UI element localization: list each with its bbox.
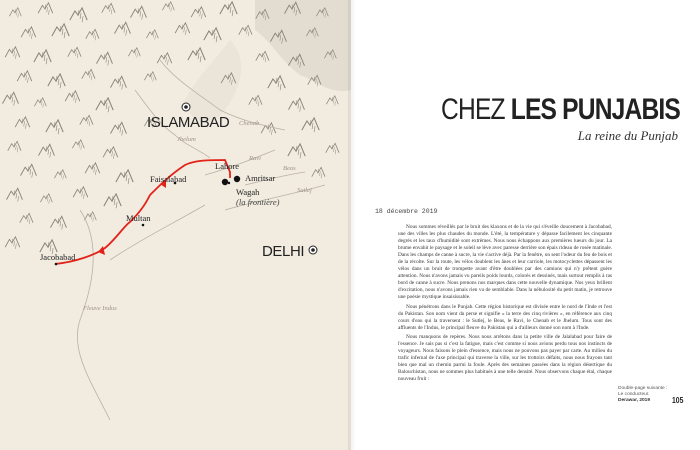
mountain-hatch xyxy=(171,7,172,11)
mountain-hatch xyxy=(58,79,59,85)
mountain-hatch xyxy=(120,81,121,87)
mountain-symbol xyxy=(68,47,81,58)
lahore-label: Lahore xyxy=(215,161,240,171)
mountain-hatch xyxy=(126,30,127,36)
mountain-hatch xyxy=(62,224,63,230)
mountain-hatch xyxy=(108,106,109,112)
mountain-hatch xyxy=(114,199,115,205)
mountain-hatch xyxy=(126,175,127,181)
mountain-hatch xyxy=(15,244,16,249)
mountain-hatch xyxy=(271,130,272,135)
mountain-hatch xyxy=(201,14,202,19)
article-title xyxy=(434,95,680,125)
mountain-hatch xyxy=(47,197,48,201)
mountain-symbol xyxy=(20,213,33,224)
mountain-hatch xyxy=(60,221,61,227)
mountain-hatch xyxy=(88,119,89,124)
mountain-hatch xyxy=(214,33,215,39)
mountain-hatch xyxy=(50,245,51,251)
mountain-symbol xyxy=(2,92,18,105)
mountain-hatch xyxy=(298,149,299,155)
amritsar-label: Amritsar xyxy=(245,173,276,183)
river-confluence xyxy=(110,205,205,260)
jhelum-label: Jhelum xyxy=(177,136,196,143)
mountain-hatch xyxy=(335,101,336,105)
mountain-hatch xyxy=(320,171,321,176)
mountain-hatch xyxy=(64,32,65,38)
mountain-hatch xyxy=(61,173,62,177)
mountain-hatch xyxy=(200,56,201,62)
mountain-hatch xyxy=(167,60,168,65)
mountain-hatch xyxy=(230,7,231,13)
mountain-symbol xyxy=(80,115,93,126)
article-body xyxy=(398,224,612,383)
mountain-hatch xyxy=(48,10,49,15)
mountain-hatch xyxy=(47,7,48,12)
article-title-block xyxy=(380,95,680,144)
mountain-hatch xyxy=(46,58,47,64)
mountain-hatch xyxy=(94,33,95,38)
mountain-hatch xyxy=(264,55,265,60)
mountain-symbol xyxy=(84,212,96,222)
mountain-hatch xyxy=(91,215,92,219)
mountain-hatch xyxy=(321,174,322,179)
mountain-symbol xyxy=(85,163,100,175)
mountain-hatch xyxy=(91,76,92,81)
mountain-symbol xyxy=(157,53,172,65)
mountain-symbol xyxy=(288,144,305,158)
mountain-symbol xyxy=(52,24,69,38)
mountain-symbol xyxy=(72,140,84,150)
wagah-label: Wagah xyxy=(236,187,260,197)
mountain-hatch xyxy=(83,194,84,199)
mountain-symbol xyxy=(261,123,276,135)
mountain-symbol xyxy=(96,98,113,112)
mountain-hatch xyxy=(93,217,94,221)
mountain-hatch xyxy=(27,78,28,83)
jacobabad-marker xyxy=(55,263,58,266)
mountain-hatch xyxy=(137,53,138,57)
mountain-hatch xyxy=(16,193,17,199)
mountain-hatch xyxy=(30,31,31,36)
mountain-hatch xyxy=(48,149,49,155)
mountain-symbol xyxy=(17,71,32,83)
mountain-hatch xyxy=(248,32,249,37)
mountain-hatch xyxy=(14,241,15,246)
title-light: CHEZ xyxy=(441,93,505,126)
mountain-symbol xyxy=(256,51,269,62)
indus-label: Fleuve Indus xyxy=(83,305,117,312)
mountain-hatch xyxy=(334,147,335,152)
mountain-symbol xyxy=(249,95,262,106)
mountain-hatch xyxy=(110,7,111,12)
mountain-hatch xyxy=(82,16,83,22)
mountain-hatch xyxy=(153,33,154,37)
mountain-hatch xyxy=(12,97,13,103)
mountain-symbol xyxy=(48,74,65,88)
mountain-hatch xyxy=(95,170,96,175)
mountain-hatch xyxy=(108,60,109,66)
mountain-hatch xyxy=(278,81,279,87)
mountain-hatch xyxy=(257,99,258,104)
mountain-symbol xyxy=(268,76,285,90)
mountain-hatch xyxy=(60,82,61,88)
mountain-symbol xyxy=(8,141,21,152)
mountain-hatch xyxy=(258,102,259,107)
mountain-hatch xyxy=(198,53,199,59)
caption-credit: Derawar, 2019 xyxy=(618,398,651,404)
islamabad-capital-dot xyxy=(184,105,188,109)
mountain-symbol xyxy=(6,188,22,201)
mountain-symbol xyxy=(110,122,126,135)
mountain-symbol xyxy=(82,69,95,80)
mountain-symbol xyxy=(220,2,237,16)
mountain-hatch xyxy=(122,130,123,136)
multan-label: Multan xyxy=(126,213,151,223)
mountain-hatch xyxy=(312,123,313,129)
mountain-hatch xyxy=(185,30,186,35)
mountain-hatch xyxy=(298,103,299,109)
river-indus xyxy=(77,210,110,420)
title-bold: LES PUNJABIS xyxy=(510,93,680,126)
paragraph-3: Nous manquons de repères. Nous nous arrêtons dans la petite ville de Jalalabad pour faire de l'essence. Je sais pas si c'est la fatigue, mais c'est comme si nous avions perdu tous nos instincts de voyageurs. Nous faisons le plein d'essence, mais nous ne pouvons pas payer par carte. Au milieu du trafic infernal de l'axe principal qui traverse la ville, sur les trottoirs défaits, nous nous frayons tant bien que mal un chemin parmi la foule. Après des semaines passées dans la région désertique du Balouchistan, nous ne sommes plus habitués à une telle densité. Nous observons chaque étal, chaque nouveau fruit : xyxy=(398,333,612,382)
mountain-symbol xyxy=(102,3,115,14)
mountain-symbol xyxy=(73,187,88,199)
mountain-hatch xyxy=(113,154,114,159)
mountain-symbol xyxy=(70,8,87,22)
mountain-hatch xyxy=(314,126,315,132)
mountain-hatch xyxy=(151,75,152,79)
mountain-symbol xyxy=(15,117,30,129)
mountain-symbol xyxy=(54,170,66,180)
mountain-hatch xyxy=(24,121,25,126)
mountain-hatch xyxy=(81,145,82,149)
faisalabad-label: Faisalabad xyxy=(150,174,187,184)
multan-marker xyxy=(142,224,145,227)
photo-caption xyxy=(618,386,678,405)
mountain-hatch xyxy=(50,152,51,158)
mountain-hatch xyxy=(184,27,185,32)
mountain-hatch xyxy=(14,100,15,106)
mountain-symbol xyxy=(288,98,304,111)
mountain-hatch xyxy=(216,36,217,42)
mountain-symbol xyxy=(38,144,54,157)
mountain-symbol xyxy=(40,194,52,204)
mountain-hatch xyxy=(142,14,143,20)
mountain-hatch xyxy=(169,5,170,9)
mountain-hatch xyxy=(75,98,76,103)
page-number: 105 xyxy=(672,396,684,405)
mountain-hatch xyxy=(30,169,31,175)
mountain-hatch xyxy=(166,57,167,62)
mountain-symbol xyxy=(114,22,130,35)
mountain-hatch xyxy=(18,196,19,202)
mountain-symbol xyxy=(302,118,319,132)
mountain-hatch xyxy=(16,11,17,15)
mountain-symbol xyxy=(96,52,112,65)
page-gutter-shadow xyxy=(348,0,356,450)
mountain-hatch xyxy=(25,124,26,129)
mountain-hatch xyxy=(335,150,336,155)
paragraph-2: Nous pénétrons dans le Punjab. Cette région historique est divisée entre le nord de l'Inde et l'est du Pakistan. Son nom vient du perse et signifie « la terre des cinq rivières », en référence aux cinq cours d'eau qui la traversent : le Sutlej, le Beas, le Ravi, le Chenab et le Jhelum. Tous sont des affluents de l'Indus, le principal fleuve du Pakistan qui a d'ailleurs donné son nom à l'Inde. xyxy=(398,303,612,331)
mountain-symbol xyxy=(50,216,66,229)
mountain-hatch xyxy=(116,202,117,208)
caption-line-1: Double-page suivante : xyxy=(618,386,668,391)
mountain-hatch xyxy=(18,13,19,17)
route-arrow-south xyxy=(98,246,105,255)
mountain-symbol xyxy=(116,170,133,184)
mountain-hatch xyxy=(232,10,233,16)
mountain-hatch xyxy=(124,27,125,33)
mountain-hatch xyxy=(62,29,63,35)
amritsar-marker xyxy=(234,176,240,182)
mountain-hatch xyxy=(90,73,91,78)
mountain-hatch xyxy=(44,55,45,61)
mountain-hatch xyxy=(14,51,15,56)
mountain-symbol xyxy=(128,48,140,58)
mountain-hatch xyxy=(122,84,123,90)
mountain-hatch xyxy=(17,148,18,153)
mountain-hatch xyxy=(155,35,156,39)
mountain-symbol xyxy=(104,194,121,208)
islamabad-label: ISLAMABAD xyxy=(147,114,230,131)
mountain-symbol xyxy=(162,2,174,12)
mountain-hatch xyxy=(26,75,27,80)
mountain-hatch xyxy=(89,122,90,127)
mountain-hatch xyxy=(128,178,129,184)
mountain-hatch xyxy=(76,51,77,56)
mountain-hatch xyxy=(200,11,201,16)
wagah-border-note: (la frontière) xyxy=(236,197,280,207)
lahore-marker xyxy=(222,179,228,185)
mountain-hatch xyxy=(29,220,30,225)
mountain-symbol xyxy=(146,30,158,40)
mountain-hatch xyxy=(82,191,83,196)
mountain-hatch xyxy=(16,145,17,150)
mountain-hatch xyxy=(270,127,271,132)
mountain-symbol xyxy=(326,96,338,106)
ravi-label: Ravi xyxy=(249,155,261,162)
mountain-hatch xyxy=(43,103,44,107)
mountain-symbol xyxy=(46,120,63,134)
mountain-hatch xyxy=(94,167,95,172)
mountain-hatch xyxy=(80,13,81,19)
mountain-hatch xyxy=(28,217,29,222)
mountain-symbol xyxy=(5,47,20,59)
mountain-symbol xyxy=(86,29,99,40)
mountain-symbol xyxy=(110,76,126,89)
mountain-hatch xyxy=(32,172,33,178)
mountain-symbol xyxy=(175,23,190,35)
mountain-symbol xyxy=(21,27,36,39)
mountain-hatch xyxy=(63,175,64,179)
mountain-hatch xyxy=(15,54,16,59)
mountain-hatch xyxy=(300,152,301,158)
mountain-hatch xyxy=(49,199,50,203)
mountain-symbol xyxy=(5,237,20,249)
mountain-hatch xyxy=(106,57,107,63)
mountain-symbol xyxy=(144,72,156,82)
mountain-hatch xyxy=(31,34,32,39)
mountain-hatch xyxy=(280,84,281,90)
mountain-symbol xyxy=(188,48,205,62)
mountain-symbol xyxy=(34,98,46,108)
mountain-hatch xyxy=(120,127,121,133)
mountain-symbol xyxy=(65,91,80,103)
jacobabad-label: Jacobabad xyxy=(40,252,76,262)
mountain-hatch xyxy=(153,77,154,81)
mountain-symbol xyxy=(34,50,51,64)
delhi-capital-dot xyxy=(311,248,315,252)
mountain-hatch xyxy=(106,103,107,109)
mountain-hatch xyxy=(58,128,59,134)
article-subtitle: La reine du Punjab xyxy=(577,128,678,143)
mountain-hatch xyxy=(56,125,57,131)
mountain-symbol xyxy=(326,143,339,154)
mountain-hatch xyxy=(333,99,334,103)
mountain-hatch xyxy=(265,58,266,63)
mountain-hatch xyxy=(95,36,96,41)
mountain-symbol xyxy=(9,8,21,18)
mountain-symbol xyxy=(239,25,252,36)
mountain-hatch xyxy=(77,54,78,59)
paragraph-1: Nous sommes réveillés par le bruit des klaxons et de la vie qui s'éveille doucement à Jacobabad, une des villes les plus chaudes du monde. L'été, la température y dépasse facilement les cinquante degrés et les taux d'humidité sont extrêmes. Nous nous échappons aux premières lueurs du jour. La brume envahit le paysage et le soleil se lève avec paresse derrière son épais rideau de rosée matinale. Dans les champs de canne à sucre, la vie s'active déjà. Par la fenêtre, on sent l'odeur du feu de bois et de la récolte. Sur la route, les vélos doublent les ânes et leur carriole, les motocyclettes dépassent les vélos dans un bruit de trompette avant d'être doublées par des camions qui n'y prêtent guère attention. Nous n'avons jamais vu pareils poids lourds, colorés et dessinés, mais surtout remplis à ras bord de canne à sucre. Nous prenons nos marques dans cette nouvelle dynamique. Nos yeux brillent d'excitation, nous n'avons jamais rien vu de semblable. Dans la nébulosité du petit matin, je retrouve une poésie mystique insaisissable. xyxy=(398,224,612,301)
mountain-symbol xyxy=(312,167,325,178)
mountain-hatch xyxy=(111,10,112,15)
mountain-symbol xyxy=(20,164,36,177)
wagah-marker xyxy=(228,182,230,184)
terrain-shade-north xyxy=(255,0,351,91)
mountain-hatch xyxy=(41,101,42,105)
mountain-symbol xyxy=(38,3,53,15)
mountain-symbol xyxy=(191,7,206,19)
beas-label: Beas xyxy=(283,165,296,172)
mountain-hatch xyxy=(140,11,141,17)
mountain-hatch xyxy=(74,95,75,100)
mountain-symbol xyxy=(130,6,146,19)
mountain-symbol xyxy=(204,28,221,42)
mountain-hatch xyxy=(79,143,80,147)
caption-line-2: Le conducteur. xyxy=(618,392,650,398)
mountain-symbol xyxy=(103,147,118,159)
mountain-hatch xyxy=(112,151,113,156)
mountain-hatch xyxy=(247,29,248,34)
mountain-hatch xyxy=(135,51,136,55)
chenab-label: Chenab xyxy=(239,120,260,127)
article-date: 18 décembre 2019 xyxy=(375,208,438,215)
mountain-hatch xyxy=(300,106,301,112)
sutlej-label: Sutlej xyxy=(297,187,312,194)
delhi-label: DELHI xyxy=(262,243,305,260)
